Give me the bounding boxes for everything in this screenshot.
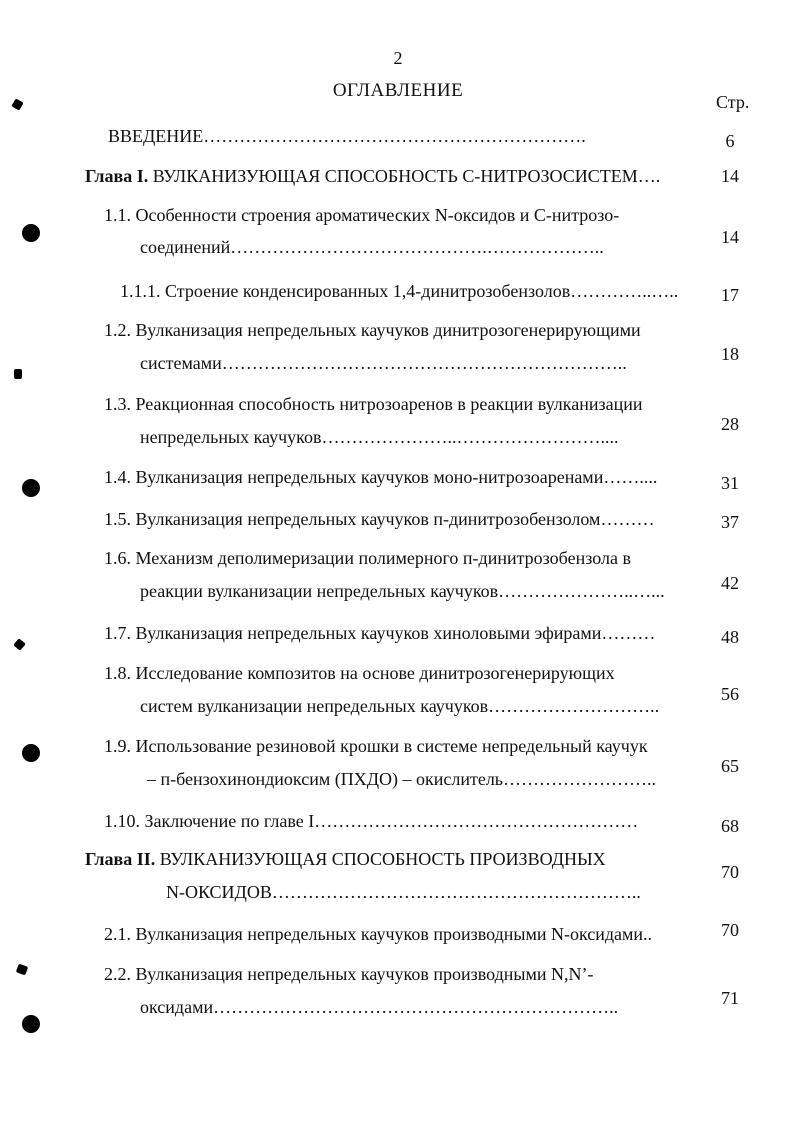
toc-entry-page: 68 (721, 816, 739, 836)
toc-entry-title: 1.1.1. Строение конденсированных 1,4-динитрозобензолов…………..….. (120, 281, 679, 301)
toc-entry-title: 1.9. Использование резиновой крошки в системе непредельный каучук (104, 736, 648, 756)
toc-entry-page: 17 (721, 285, 739, 305)
toc-entry-page: 42 (721, 573, 739, 593)
toc-entry-title: 1.8. Исследование композитов на основе динитрозогенерирующих (104, 663, 615, 683)
toc-entry-page: 65 (721, 756, 739, 776)
punch-mark (14, 369, 22, 379)
toc-entry-title-continued: оксидами………………………………………………………….. (140, 997, 619, 1017)
toc-entry-title-continued: системами………………………………………………………….. (140, 353, 627, 373)
toc-entry-title-continued: соединений…………………………………….……………….. (140, 237, 604, 257)
toc-entry-title: 1.2. Вулканизация непредельных каучуков динитрозогенерирующими (104, 320, 641, 340)
toc-entry-title: 1.7. Вулканизация непредельных каучуков хиноловыми эфирами……… (104, 623, 656, 643)
punch-mark (16, 964, 28, 976)
toc-entry-title-continued: непредельных каучуков…………………..…………………….... (140, 427, 619, 447)
punch-mark (13, 638, 26, 651)
toc-entry-title-continued: N-ОКСИДОВ…………………………………………………….. (166, 882, 641, 902)
toc-entry-page: 48 (721, 627, 739, 647)
chapter-prefix: Глава I. (85, 166, 149, 186)
punch-hole (22, 479, 40, 497)
toc-entry-page: 37 (721, 512, 739, 532)
toc-entry-page: 14 (721, 227, 739, 247)
punch-hole (22, 1015, 40, 1033)
toc-entry-page: 6 (725, 131, 735, 151)
toc-entry-page: 70 (721, 862, 739, 882)
toc-entry-title: 2.2. Вулканизация непредельных каучуков производными N,N’- (104, 964, 594, 984)
toc-entry-title: 1.4. Вулканизация непредельных каучуков моно-нитрозоаренами…….... (104, 467, 658, 487)
chapter-prefix: Глава II. (85, 849, 156, 869)
chapter-title: ВУЛКАНИЗУЮЩАЯ СПОСОБНОСТЬ ПРОИЗВОДНЫХ (155, 849, 606, 869)
toc-entry-title: 1.5. Вулканизация непредельных каучуков п-динитрозобензолом……… (104, 509, 655, 529)
toc-entry-title: 1.3. Реакционная способность нитрозоаренов в реакции вулканизации (104, 394, 643, 414)
toc-entry-title: 1.6. Механизм деполимеризации полимерного п-динитрозобензола в (104, 548, 631, 568)
toc-entry-title-continued: реакции вулканизации непредельных каучуков…………………..…... (140, 581, 665, 601)
toc-entry-title: 1.10. Заключение по главе I……………………………………………… (104, 811, 639, 831)
toc-entry-title: 2.1. Вулканизация непредельных каучуков производными N-оксидами.. (104, 924, 653, 944)
toc-entry-title (85, 166, 660, 187)
toc-entry-title (85, 849, 606, 870)
toc-entry-page: 70 (721, 920, 739, 940)
page-column-header: Стр. (716, 92, 750, 112)
toc-entry-page: 28 (721, 414, 739, 434)
punch-hole (22, 224, 40, 242)
chapter-title: ВУЛКАНИЗУЮЩАЯ СПОСОБНОСТЬ С-НИТРОЗОСИСТЕМ…. (148, 166, 661, 186)
page-title: ОГЛАВЛЕНИЕ (332, 80, 464, 101)
toc-entry-page: 31 (721, 473, 739, 493)
toc-entry-page: 18 (721, 344, 739, 364)
toc-entry-title-continued: систем вулканизации непредельных каучуков……………………….. (140, 696, 660, 716)
toc-entry-title: ВВЕДЕНИЕ………………………………………………………. (108, 126, 586, 146)
punch-hole (22, 744, 40, 762)
toc-entry-title-continued: – п-бензохинондиоксим (ПХДО) – окислитель…………………….. (147, 769, 657, 789)
toc-entry-page: 56 (721, 684, 739, 704)
page-number: 2 (393, 48, 403, 68)
toc-entry-page: 71 (721, 988, 739, 1008)
toc-entry-title: 1.1. Особенности строения ароматических N-оксидов и С-нитрозо- (104, 205, 620, 225)
toc-entry-page: 14 (721, 166, 739, 186)
